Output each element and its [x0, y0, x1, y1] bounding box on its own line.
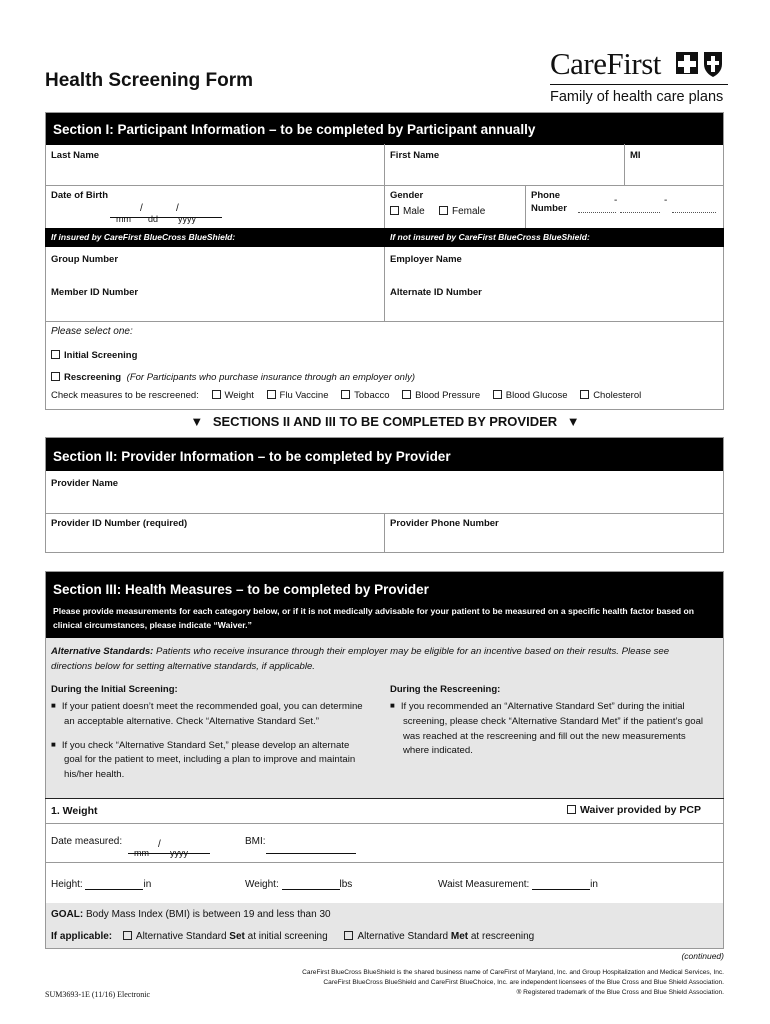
- rescreen-measures-row: [51, 390, 641, 401]
- measure-label: Flu Vaccine: [279, 390, 329, 401]
- employer-name-field[interactable]: [388, 265, 718, 283]
- alternate-id-label: Alternate ID Number: [390, 287, 482, 298]
- waiver-checkbox[interactable]: [567, 805, 576, 814]
- first-name-field[interactable]: [388, 162, 618, 182]
- bmi-field[interactable]: [266, 836, 356, 854]
- mi-field[interactable]: [628, 162, 718, 182]
- insured-band-text: If insured by CareFirst BlueCross BlueShield:: [51, 232, 236, 242]
- measure-checkbox[interactable]: [402, 390, 411, 399]
- legal-line: ® Registered trademark of the Blue Cross and Blue Shield Association.: [516, 989, 724, 996]
- logo-wordmark: CareFirst: [550, 46, 661, 81]
- initial-bullets: [51, 699, 369, 783]
- logo-tagline: Family of health care plans: [550, 89, 724, 105]
- rescreening-note: (For Participants who purchase insurance through an employer only): [126, 372, 415, 383]
- phone-number-label: Number: [531, 203, 567, 214]
- not-insured-band-text: If not insured by CareFirst BlueCross BlueShield:: [390, 232, 590, 242]
- provider-id-field[interactable]: [48, 530, 378, 550]
- gender-female-option[interactable]: [439, 206, 485, 217]
- phone-field[interactable]: - -: [578, 195, 718, 217]
- dob-field[interactable]: / /: [110, 200, 222, 218]
- goal-row: [51, 909, 331, 920]
- gender-male-option[interactable]: [390, 206, 425, 217]
- carefirst-logo: [550, 46, 728, 105]
- insured-band: [45, 228, 724, 247]
- provider-banner: [0, 414, 770, 429]
- alt-set-bold: Set: [229, 931, 245, 942]
- measure-checkbox[interactable]: [580, 390, 589, 399]
- initial-screening-option[interactable]: [51, 350, 137, 361]
- waiver-label: Waiver provided by PCP: [580, 804, 701, 816]
- alt-met-post: at rescreening: [468, 931, 535, 942]
- alt-set-post: at initial screening: [244, 931, 328, 942]
- measure-tobacco-option[interactable]: [341, 390, 389, 401]
- select-one-text: Please select one:: [51, 326, 133, 337]
- alt-standard-met-option[interactable]: [344, 931, 534, 942]
- measure-label: Tobacco: [354, 390, 390, 401]
- height-unit: in: [143, 879, 152, 890]
- initial-bullet: ■ If you check “Alternative Standard Set,” please develop an alternate goal for the patient to meet, including a plan to improve and maintain his/her health.: [51, 738, 369, 783]
- alt-set-checkbox[interactable]: [123, 931, 132, 940]
- weight-field[interactable]: [282, 877, 340, 890]
- blue-cross-shield-icon: [674, 49, 726, 79]
- measure-blood-glucose-option[interactable]: [493, 390, 568, 401]
- measure-flu-vaccine-option[interactable]: [267, 390, 329, 401]
- alt-set-text: Alternative Standard: [135, 931, 230, 942]
- member-id-field[interactable]: [48, 298, 378, 316]
- employer-name-label: Employer Name: [390, 254, 462, 265]
- last-name-field[interactable]: [48, 162, 378, 182]
- measure-weight-option[interactable]: [212, 390, 254, 401]
- measure-cholesterol-option[interactable]: [580, 390, 641, 401]
- first-name-label: First Name: [390, 150, 440, 161]
- legal-line: CareFirst BlueCross BlueShield is the shared business name of CareFirst of Maryland, Inc. and Group Hospitalization and Medical Services, Inc.: [302, 969, 724, 976]
- height-label: Height:: [51, 879, 83, 890]
- alternative-standards-text: [51, 644, 711, 674]
- measure-checkbox[interactable]: [212, 390, 221, 399]
- rescreening-option[interactable]: [51, 372, 415, 383]
- bmi-label: BMI:: [245, 836, 266, 847]
- rescreen-bullets: [390, 699, 712, 759]
- waist-field[interactable]: [532, 877, 590, 890]
- form-title: Health Screening Form: [45, 70, 253, 91]
- waist-unit: in: [590, 879, 598, 890]
- rescreening-label: Rescreening: [64, 372, 122, 383]
- footer-legal: [164, 968, 724, 998]
- legal-line: CareFirst BlueCross BlueShield and CareFirst BlueChoice, Inc. are independent licensees of the Blue Cross and Blue Shield Association.: [323, 979, 724, 986]
- measure-label: Cholesterol: [593, 390, 642, 401]
- section-3-title: Section III: Health Measures – to be completed by Provider: [53, 582, 429, 597]
- measure-blood-pressure-option[interactable]: [402, 390, 480, 401]
- weight-label: Weight:: [245, 879, 279, 890]
- gender-label: Gender: [390, 190, 424, 201]
- measure-checkbox[interactable]: [267, 390, 276, 399]
- date-measured-label: Date measured:: [51, 836, 123, 847]
- alt-met-checkbox[interactable]: [344, 931, 353, 940]
- alt-standards-body: Patients who receive insurance through their employer may be eligible for an incentive based on their results. Please see directions below for setting alternative standards, if applicable.: [51, 646, 670, 672]
- section-1-header: Section I: Participant Information – to be completed by Participant annually: [46, 113, 723, 145]
- alt-standard-set-option[interactable]: [123, 931, 328, 942]
- dob-mm: mm: [116, 214, 131, 224]
- provider-name-label: Provider Name: [51, 478, 119, 489]
- measure-label: Blood Glucose: [505, 390, 568, 401]
- down-triangle-icon: ▼: [190, 414, 204, 429]
- initial-bullet: ■ If your patient doesn’t meet the recommended goal, you can determine an acceptable alternative. Check “Alternative Standard Set.”: [51, 699, 369, 730]
- goal-text: Body Mass Index (BMI) is between 19 and less than 30: [86, 909, 331, 920]
- member-id-label: Member ID Number: [51, 287, 139, 298]
- continued-text: (continued): [681, 951, 724, 961]
- rescreen-heading: During the Rescreening:: [390, 684, 501, 695]
- measure-checkbox[interactable]: [493, 390, 502, 399]
- alt-met-text: Alternative Standard: [357, 931, 451, 942]
- if-applicable-row: [51, 931, 534, 942]
- height-row: [51, 877, 151, 890]
- weight-title: 1. Weight: [51, 805, 98, 817]
- group-number-label: Group Number: [51, 254, 119, 265]
- if-applicable-label: If applicable:: [51, 931, 113, 942]
- alt-met-bold: Met: [450, 931, 469, 942]
- dob-label: Date of Birth: [51, 190, 108, 201]
- last-name-label: Last Name: [51, 150, 100, 161]
- waist-label: Waist Measurement:: [438, 879, 530, 890]
- provider-banner-text: SECTIONS II AND III TO BE COMPLETED BY PROVIDER: [212, 414, 558, 429]
- down-triangle-icon: ▼: [566, 414, 580, 429]
- measure-label: Weight: [224, 390, 254, 401]
- measure-checkbox[interactable]: [341, 390, 350, 399]
- dob-yyyy: yyyy: [178, 214, 196, 224]
- initial-screening-label: Initial Screening: [64, 350, 138, 361]
- phone-label: Phone: [531, 190, 561, 201]
- female-label: Female: [452, 206, 486, 217]
- provider-name-field[interactable]: [48, 490, 718, 510]
- goal-label: GOAL:: [51, 909, 84, 920]
- dob-dd: dd: [148, 214, 159, 224]
- weight-unit: lbs: [339, 879, 353, 890]
- initial-screening-checkbox[interactable]: [51, 350, 60, 359]
- alt-standards-label: Alternative Standards:: [51, 646, 154, 657]
- date-yyyy: yyyy: [170, 848, 188, 858]
- weight-row: [245, 877, 352, 890]
- initial-heading: During the Initial Screening:: [51, 684, 178, 695]
- rescreening-checkbox[interactable]: [51, 372, 60, 381]
- date-mm: mm: [134, 848, 149, 858]
- check-measures-label: Check measures to be rescreened:: [51, 390, 199, 401]
- provider-phone-field[interactable]: [388, 530, 718, 550]
- measure-label: Blood Pressure: [415, 390, 481, 401]
- mi-label: MI: [630, 150, 641, 161]
- section-3-header: [46, 572, 723, 639]
- provider-phone-label: Provider Phone Number: [390, 518, 499, 529]
- height-field[interactable]: [85, 877, 143, 890]
- group-number-field[interactable]: [48, 265, 378, 283]
- section-3-instructions: Please provide measurements for each category below, or if it is not medically advisable for your patient to be measured on a specific health factor based on clinical circumstances, please indicate “Waiver.”: [53, 606, 695, 630]
- female-checkbox[interactable]: [439, 206, 448, 215]
- waist-row: [438, 877, 598, 890]
- male-label: Male: [403, 206, 425, 217]
- alternate-id-field[interactable]: [388, 298, 718, 316]
- male-checkbox[interactable]: [390, 206, 399, 215]
- form-code: SUM3693-1E (11/16) Electronic: [45, 990, 151, 999]
- rescreen-bullet: ■ If you recommended an “Alternative Standard Set” during the initial screening, please check “Alternative Standard Met” if the patient’s goal was reached at the rescreening and fill out the new measurements where indicated.: [390, 699, 712, 759]
- weight-waiver-option[interactable]: [567, 804, 701, 816]
- provider-id-label: Provider ID Number (required): [51, 518, 188, 529]
- date-measured-field[interactable]: /: [128, 836, 210, 854]
- section-2-header: Section II: Provider Information – to be completed by Provider: [46, 438, 723, 471]
